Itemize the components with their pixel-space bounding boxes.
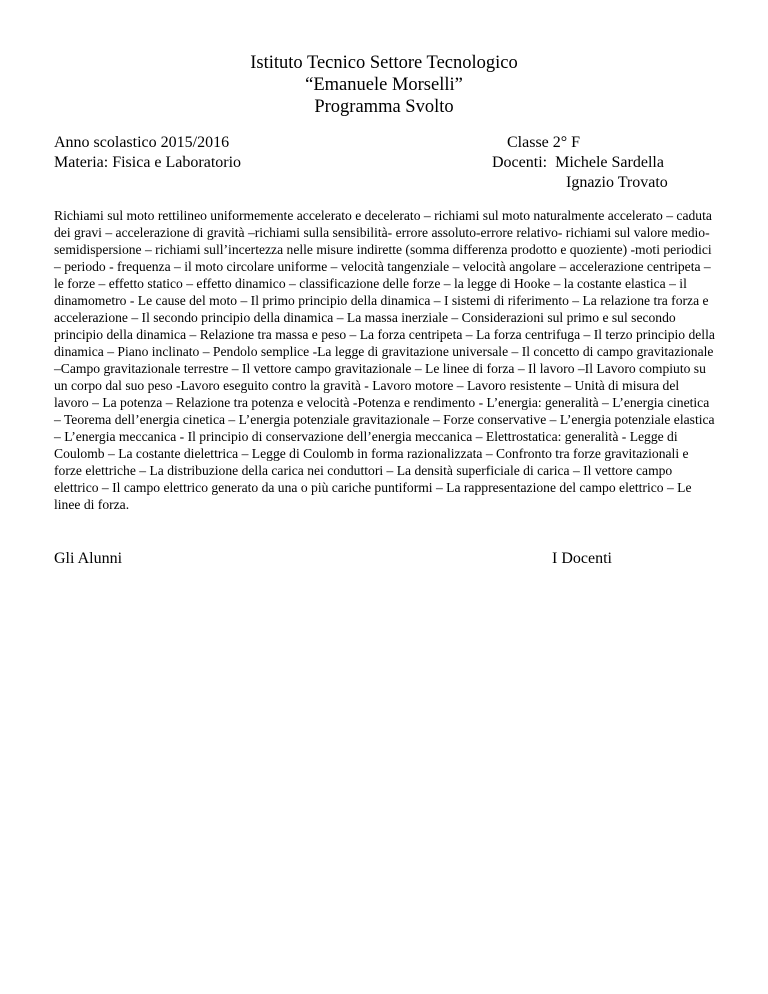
document-header <box>0 52 768 118</box>
school-title: Istituto Tecnico Settore Tecnologico <box>250 53 518 73</box>
teachers-signature-label: I Docenti <box>552 550 612 567</box>
subject: Materia: Fisica e Laboratorio <box>54 154 242 171</box>
school-year: Anno scolastico 2015/2016 <box>54 134 230 151</box>
teachers-line-2: Ignazio Trovato <box>566 174 668 191</box>
school-name: “Emanuele Morselli” <box>305 75 463 95</box>
meta-right-block <box>492 133 668 193</box>
students-signature-label: Gli Alunni <box>54 550 123 567</box>
teachers-line-1: Docenti: Michele Sardella <box>492 154 664 171</box>
class-label: Classe 2° F <box>507 134 581 151</box>
program-body: Richiami sul moto rettilineo uniformemente accelerato e decelerato – richiami sul moto naturalmente accelerato – caduta dei gravi – accelerazione di gravità –richiami sulla sensibilità- errore assoluto-errore relativo- richiami sul valore medio- semidispersione – richiami sull’incertezza nelle misure indirette (somma differenza prodotto e quoziente) -moti periodici – periodo - frequenza – il moto circolare uniforme – velocità tangenziale – velocità angolare – accelerazione centripeta – le forze – effetto statico – effetto dinamico – classificazione delle forze – la legge di Hooke – la costante elastica – il dinamometro - Le cause del moto – Il primo principio della dinamica – I sistemi di riferimento – La relazione tra forza e accelerazione – Il secondo principio della dinamica – La massa inerziale – Considerazioni sul primo e sul secondo principio della dinamica – Relazione tra massa e peso – La forza centripeta – La forza centrifuga – Il terzo principio della dinamica – Piano inclinato – Pendolo semplice -La legge di gravitazione universale – Il concetto di campo gravitazionale –Campo gravitazionale terrestre – Il vettore campo gravitazionale – Le linee di forza – Il lavoro –Il Lavoro compiuto su un corpo dal suo peso -Lavoro eseguito contro la gravità - Lavoro motore – Lavoro resistente – Unità di misura del lavoro – La potenza – Relazione tra potenza e velocità -Potenza e rendimento - L’energia: generalità – L’energia cinetica – Teorema dell’energia cinetica – L’energia potenziale gravitazionale – Forze conservative – L’energia potenziale elastica – L’energia meccanica - Il principio di conservazione dell’energia meccanica – Elettrostatica: generalità - Legge di Coulomb – La costante dielettrica – Legge di Coulomb in forma razionalizzata – Confronto tra forze gravitazionali e forze elettriche – La distribuzione della carica nei conduttori – La densità superficiale di carica – Il vettore campo elettrico – Il campo elettrico generato da una o più cariche puntiformi – La rappresentazione del campo elettrico – Le linee di forza. <box>54 208 715 512</box>
meta-left-block <box>54 133 241 173</box>
document-title: Programma Svolto <box>314 97 454 117</box>
